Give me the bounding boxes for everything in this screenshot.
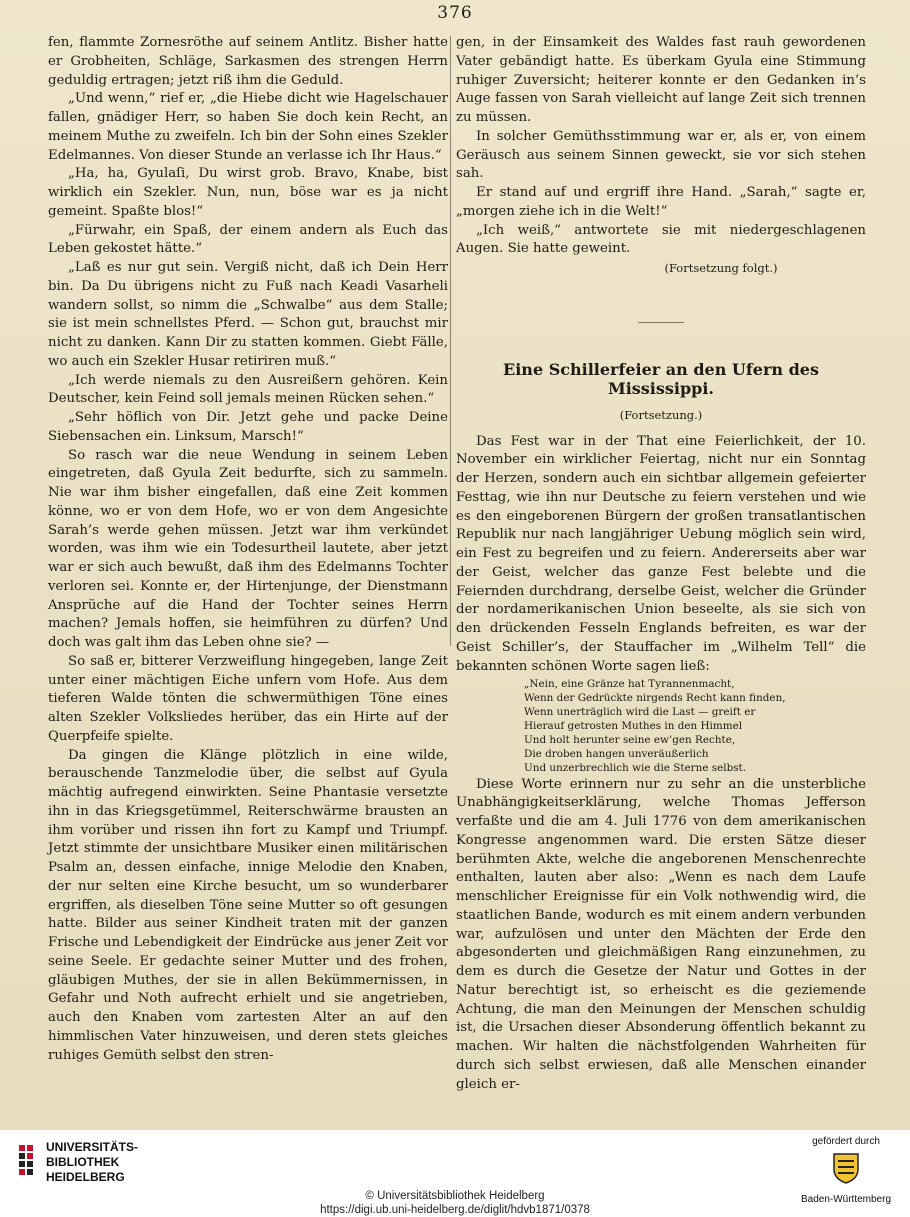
article-subtitle: (Fortsetzung.) bbox=[619, 407, 703, 422]
sponsor-name: Baden-Württemberg bbox=[800, 1194, 892, 1205]
poem-line: Wenn unerträglich wird die Last — greift er bbox=[524, 706, 756, 719]
left-column bbox=[48, 34, 448, 1065]
paragraph: „Und wenn,“ rief er, „die Hiebe dicht wie Hagelschauer fallen, gnädiger Herr, so haben Sie doch kein Recht, an meinem Muthe zu zweifeln. Ich bin der Sohn eines Szekler Edelmannes. Von dieser Stunde an verlasse ich Ihr Haus.“ bbox=[48, 91, 448, 163]
paragraph: „Sehr höflich von Dir. Jetzt gehe und packe Deine Siebensachen ein. Linksum, Marsch!“ bbox=[48, 410, 448, 444]
copyright-block bbox=[0, 1189, 910, 1217]
continuation-note: (Fortsetzung folgt.) bbox=[664, 261, 778, 275]
poem-line: Und holt herunter seine ew’gen Rechte, bbox=[524, 733, 736, 746]
copyright-text: © Universitätsbibliothek Heidelberg bbox=[365, 1190, 545, 1202]
paragraph: fen, flammte Zornesröthe auf seinem Antlitz. Bisher hatte er Grobheiten, Schläge, Sarkasmen des strengen Herrn geduldig ertragen; jetzt riß ihm die Geduld. bbox=[48, 35, 448, 88]
sponsor-logo[interactable] bbox=[796, 1134, 896, 1214]
poem-line: „Nein, eine Gränze hat Tyrannenmacht, bbox=[524, 678, 735, 691]
paragraph: So saß er, bitterer Verzweiflung hingegeben, lange Zeit unter einer mächtigen Eiche unfern vom Hofe. Aus dem tieferen Walde tönten die schwermüthigen Töne eines alten Szekler Volksliedes herüber, das ein Hirte auf der Querpfeife spielte. bbox=[48, 653, 448, 744]
column-divider bbox=[450, 36, 451, 646]
poem-line: Hierauf getrosten Muthes in den Himmel bbox=[524, 719, 743, 732]
story-continuation bbox=[456, 34, 866, 259]
poem-line: Und unzerbrechlich wie die Sterne selbst. bbox=[524, 761, 747, 774]
page-number: 376 bbox=[437, 3, 473, 23]
paragraph: „Fürwahr, ein Spaß, der einem andern als Euch das Leben gekostet hätte.“ bbox=[48, 222, 448, 257]
article-body-main bbox=[456, 776, 866, 1095]
poem-line: Die droben hangen unveräußerlich bbox=[524, 747, 709, 760]
paragraph: Er stand auf und ergriff ihre Hand. „Sarah,“ sagte er, „morgen ziehe ich in die Welt!“ bbox=[456, 185, 866, 219]
paragraph: „Ha, ha, Gyulaſi, Du wirst grob. Bravo, Knabe, bist wirklich ein Szekler. Nun, nun, böse war es ja nicht gemeint. Spaßte blos!“ bbox=[48, 166, 448, 219]
paragraph: So rasch war die neue Wendung in seinem Leben eingetreten, daß Gyula Zeit bedurfte, sich zu sammeln. Nie war ihm bisher eingefallen, daß eine Zeit kommen könne, wo er von dem Hofe, wo er von dem Angesichte Sarah’s werde gehen müssen. Jetzt war ihm verkündet worden, was ihm wie ein Todesurtheil lautete, aber jetzt war er sich auch bewußt, daß ihm des Edelmanns Tochter verloren sei. Konnte er, der Hirtenjunge, der Dienstmann Ansprüche auf die Hand der Tochter seines Herrn machen? Jemals hoffen, sie heimführen zu dürfen? Und doch was galt ihm das Leben ohne sie? — bbox=[48, 447, 448, 650]
paragraph: Das Fest war in der That eine Feierlichkeit, der 10. November ein wirklicher Feiertag, nicht nur ein Sonntag der Herzen, sondern auch ein sichtbar allgemein gefeierter Festtag, wie ihn nur Deutsche zu feiern verstehen und wie es den eingeborenen Bürgern der großen transatlantischen Republik nur nach langjähriger Uebung möglich sein wird, ein Fest zu begreifen und zu feiern. Andererseits aber war der Geist, welcher das ganze Fest belebte und die Feiernden durchdrang, derselbe Geist, welcher die Gründer der nordamerikanischen Union beseelte, als sie sich von den drückenden Fesseln Englands befreiten, es war der Geist Schiller’s, der Stauffacher im „Wilhelm Tell“ die bekannten schönen Worte sagen ließ: bbox=[456, 433, 866, 674]
poem-quote bbox=[524, 678, 866, 775]
paragraph: „Laß es nur gut sein. Vergiß nicht, daß ich Dein Herr bin. Da Du übrigens nicht zu Fuß nach Keadi Vasarheli wandern sollst, so nimm die „Schwalbe“ aus dem Stalle; sie ist mein schnellstes Pferd. — Schon gut, brauchst mir nicht zu danken. Kann Dir zu statten kommen. Giebt Fälle, wo auch ein Szekler Husar retiriren muß.“ bbox=[48, 260, 448, 369]
paragraph: gen, in der Einsamkeit des Waldes fast rauh gewordenen Vater gebändigt hatte. Es überkam Gyula eine Stimmung ruhiger Zuversicht; heiterer konnte er den Gedanken in’s Auge fassen von Sarah vielleicht auf lange Zeit sich trennen zu müssen. bbox=[456, 35, 866, 125]
coat-of-arms-icon bbox=[831, 1151, 861, 1185]
permalink[interactable]: https://digi.ub.uni-heidelberg.de/diglit/hdvb1871/0378 bbox=[320, 1204, 590, 1216]
paragraph: Da gingen die Klänge plötzlich in eine wilde, berauschende Tanzmelodie über, die selbst auf Gyula mächtig aufregend einwirkten. Seine Phantasie versetzte ihn in das Kriegsgetümmel, Reiterschwärme brausten an ihm vorüber und rissen ihn fort zu Kampf und Triumpf. Jetzt stimmte der unsichtbare Musiker einen militärischen Psalm an, dessen einfache, innige Melodie den Knaben, der nur selten eine Kirche besucht, um so wunderbarer ergriffen, als dieselben Töne seine Mutter so oft gesungen hatte. Bilder aus seiner Kindheit traten mit der ganzen Frische und Lebendigkeit der Eindrücke aus jener Zeit vor seine Seele. Er gedachte seiner Mutter und des frohen, gläubigen Muthes, der sie in allen Bekümmernissen, in Gefahr und Noth aufrecht erhielt und sie angetrieben, auch den Knaben vom zartesten Alter an auf den himmlischen Vater hinzuweisen, und deren stets gleiches ruhiges Gemüth selbst den stren- bbox=[48, 747, 448, 1063]
library-emblem-icon bbox=[18, 1144, 40, 1174]
paragraph: Diese Worte erinnern nur zu sehr an die unsterbliche Unabhängigkeitserklärung, welche Thomas Jefferson verfaßte und die am 4. Juli 1776 von dem amerikanischen Kongresse angenommen ward. Die ersten Sätze dieser berühmten Akte, welche die angeborenen Menschenrechte enthalten, lauten aber also: „Wenn es nach dem Laufe menschlicher Ereignisse für ein Volk nothwendig wird, die staatlichen Bande, wodurch es mit einem andern verbunden war, aufzulösen und unter den Mächten der Erde den abgesonderten und gleichmäßigen Rang einzunehmen, zu dem es durch die Gesetze der Natur und Gottes in der Natur berechtigt ist, so erheischt es die geziemende Achtung, die man den Meinungen der Menschen schuldig ist, die Ursachen dieser Absonderung öffentlich bekannt zu machen. Wir halten die nächstfolgenden Wahrheiten für durch sich selbst erwiesen, daß alle Menschen einander gleich er- bbox=[456, 776, 866, 1092]
section-separator bbox=[638, 322, 684, 323]
article-body-intro bbox=[456, 433, 866, 677]
right-column bbox=[456, 34, 866, 1094]
paragraph: „Ich werde niemals zu den Ausreißern gehören. Kein Deutscher, kein Feind soll jemals meinen Rücken sehen.“ bbox=[48, 372, 448, 407]
paragraph: In solcher Gemüthsstimmung war er, als er, von einem Geräusch aus seinem Sinnen geweckt, sie vor sich stehen sah. bbox=[456, 128, 866, 182]
sponsor-caption: gefördert durch bbox=[812, 1136, 880, 1147]
library-name: UNIVERSITÄTS- BIBLIOTHEK HEIDELBERG bbox=[46, 1140, 139, 1184]
article-title: Eine Schillerfeier an den Ufern des Mississippi. bbox=[503, 359, 819, 398]
paragraph: „Ich weiß,“ antwortete sie mit niedergeschlagenen Augen. Sie hatte geweint. bbox=[456, 222, 866, 257]
poem-line: Wenn der Gedrückte nirgends Recht kann finden, bbox=[524, 692, 786, 705]
footer-bar bbox=[0, 1130, 910, 1217]
